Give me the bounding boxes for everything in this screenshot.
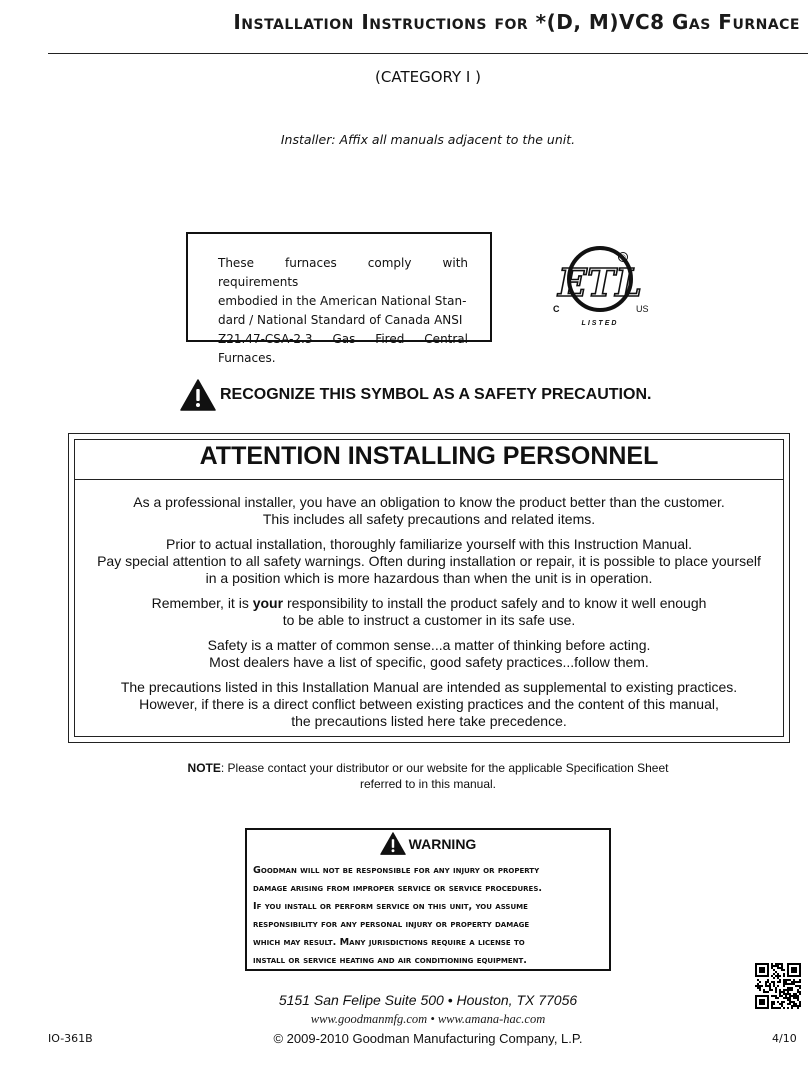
attention-line (74, 595, 784, 612)
warning-body (253, 862, 603, 970)
warning-line: which may result. Many jurisdictions require a license to (253, 937, 525, 948)
note (130, 760, 726, 792)
attention-line: to be able to instruct a customer in its safe use. (282, 612, 576, 628)
emphasis-your: your (252, 595, 284, 611)
warning-heading-text: WARNING (408, 835, 477, 852)
safety-symbol-line (180, 378, 651, 412)
attention-text: Remember, it is (151, 595, 253, 611)
attention-line: However, if there is a direct conflict between existing practices and the content of this manual, (139, 696, 719, 712)
compliance-line: dard / National Standard of Canada ANSI (218, 313, 463, 327)
attention-text: responsibility to install the product safely and to know it well enough (283, 595, 707, 611)
warning-line: If you install or perform service on this unit, you assume (253, 901, 528, 912)
attention-body (74, 494, 784, 738)
note-line: referred to in this manual. (359, 777, 497, 791)
attention-line: in a position which is more hazardous than when the unit is in operation. (205, 570, 653, 586)
installer-note: Installer: Affix all manuals adjacent to the unit. (280, 132, 576, 147)
warning-line: damage arising from improper service or service procedures. (253, 883, 543, 894)
company-address: 5151 San Felipe Suite 500 • Houston, TX 77056 (278, 992, 578, 1008)
compliance-line: These furnaces comply with requirements (218, 256, 468, 289)
warning-triangle-icon (180, 379, 216, 411)
etl-us-letters: US (636, 304, 649, 314)
attention-line: Pay special attention to all safety warnings. Often during installation or repair, it is possible to place yourself (97, 553, 761, 569)
warning-line: install or service heating and air conditioning equipment. (253, 955, 527, 966)
safety-symbol-text: RECOGNIZE THIS SYMBOL AS A SAFETY PRECAUTION. (220, 386, 652, 403)
attention-line: the precautions listed here take precedence. (291, 713, 567, 729)
attention-line: Safety is a matter of common sense...a matter of thinking before acting. (207, 637, 651, 653)
warning-line: Goodman will not be responsible for any injury or property (253, 865, 540, 876)
registered-mark: ® (619, 254, 627, 262)
attention-line: Most dealers have a list of specific, good safety practices...follow them. (209, 654, 649, 670)
copyright: © 2009-2010 Goodman Manufacturing Company, L.P. (273, 1031, 583, 1046)
warning-line: responsibility for any personal injury or property damage (253, 919, 530, 930)
etl-listed-mark (548, 236, 658, 328)
compliance-line: embodied in the American National Stan- (218, 294, 467, 308)
warning-triangle-icon (380, 832, 406, 855)
attention-line: This includes all safety precautions and related items. (262, 511, 596, 527)
compliance-box (186, 232, 492, 365)
document-date: 4/10 (772, 1032, 797, 1045)
page-title: Installation Instructions for *(D, M)VC8 Gas Furnace (233, 10, 800, 34)
note-text: : Please contact your distributor or our website for the applicable Specification Sheet (220, 761, 669, 775)
company-websites: www.goodmanmfg.com • www.amana-hac.com (310, 1012, 546, 1026)
attention-title: ATTENTION INSTALLING PERSONNEL (199, 442, 659, 470)
compliance-line: Z21.47-CSA-2.3 Gas Fired Central Furnaces. (218, 332, 468, 365)
etl-listed-text: LISTED (581, 320, 619, 327)
header-rule (48, 53, 808, 54)
etl-c-letter: C (553, 304, 560, 314)
category-label: (CATEGORY I ) (375, 68, 481, 86)
document-number: IO-361B (48, 1032, 93, 1045)
etl-letters: ETL (558, 260, 642, 305)
note-line (130, 760, 726, 776)
attention-line: Prior to actual installation, thoroughly familiarize yourself with this Instruction Manual. (165, 536, 693, 552)
attention-line: As a professional installer, you have an obligation to know the product better than the customer. (133, 494, 725, 510)
note-label: NOTE (187, 761, 221, 775)
warning-heading (245, 832, 611, 855)
attention-line: The precautions listed in this Installation Manual are intended as supplemental to existing practices. (120, 679, 738, 695)
